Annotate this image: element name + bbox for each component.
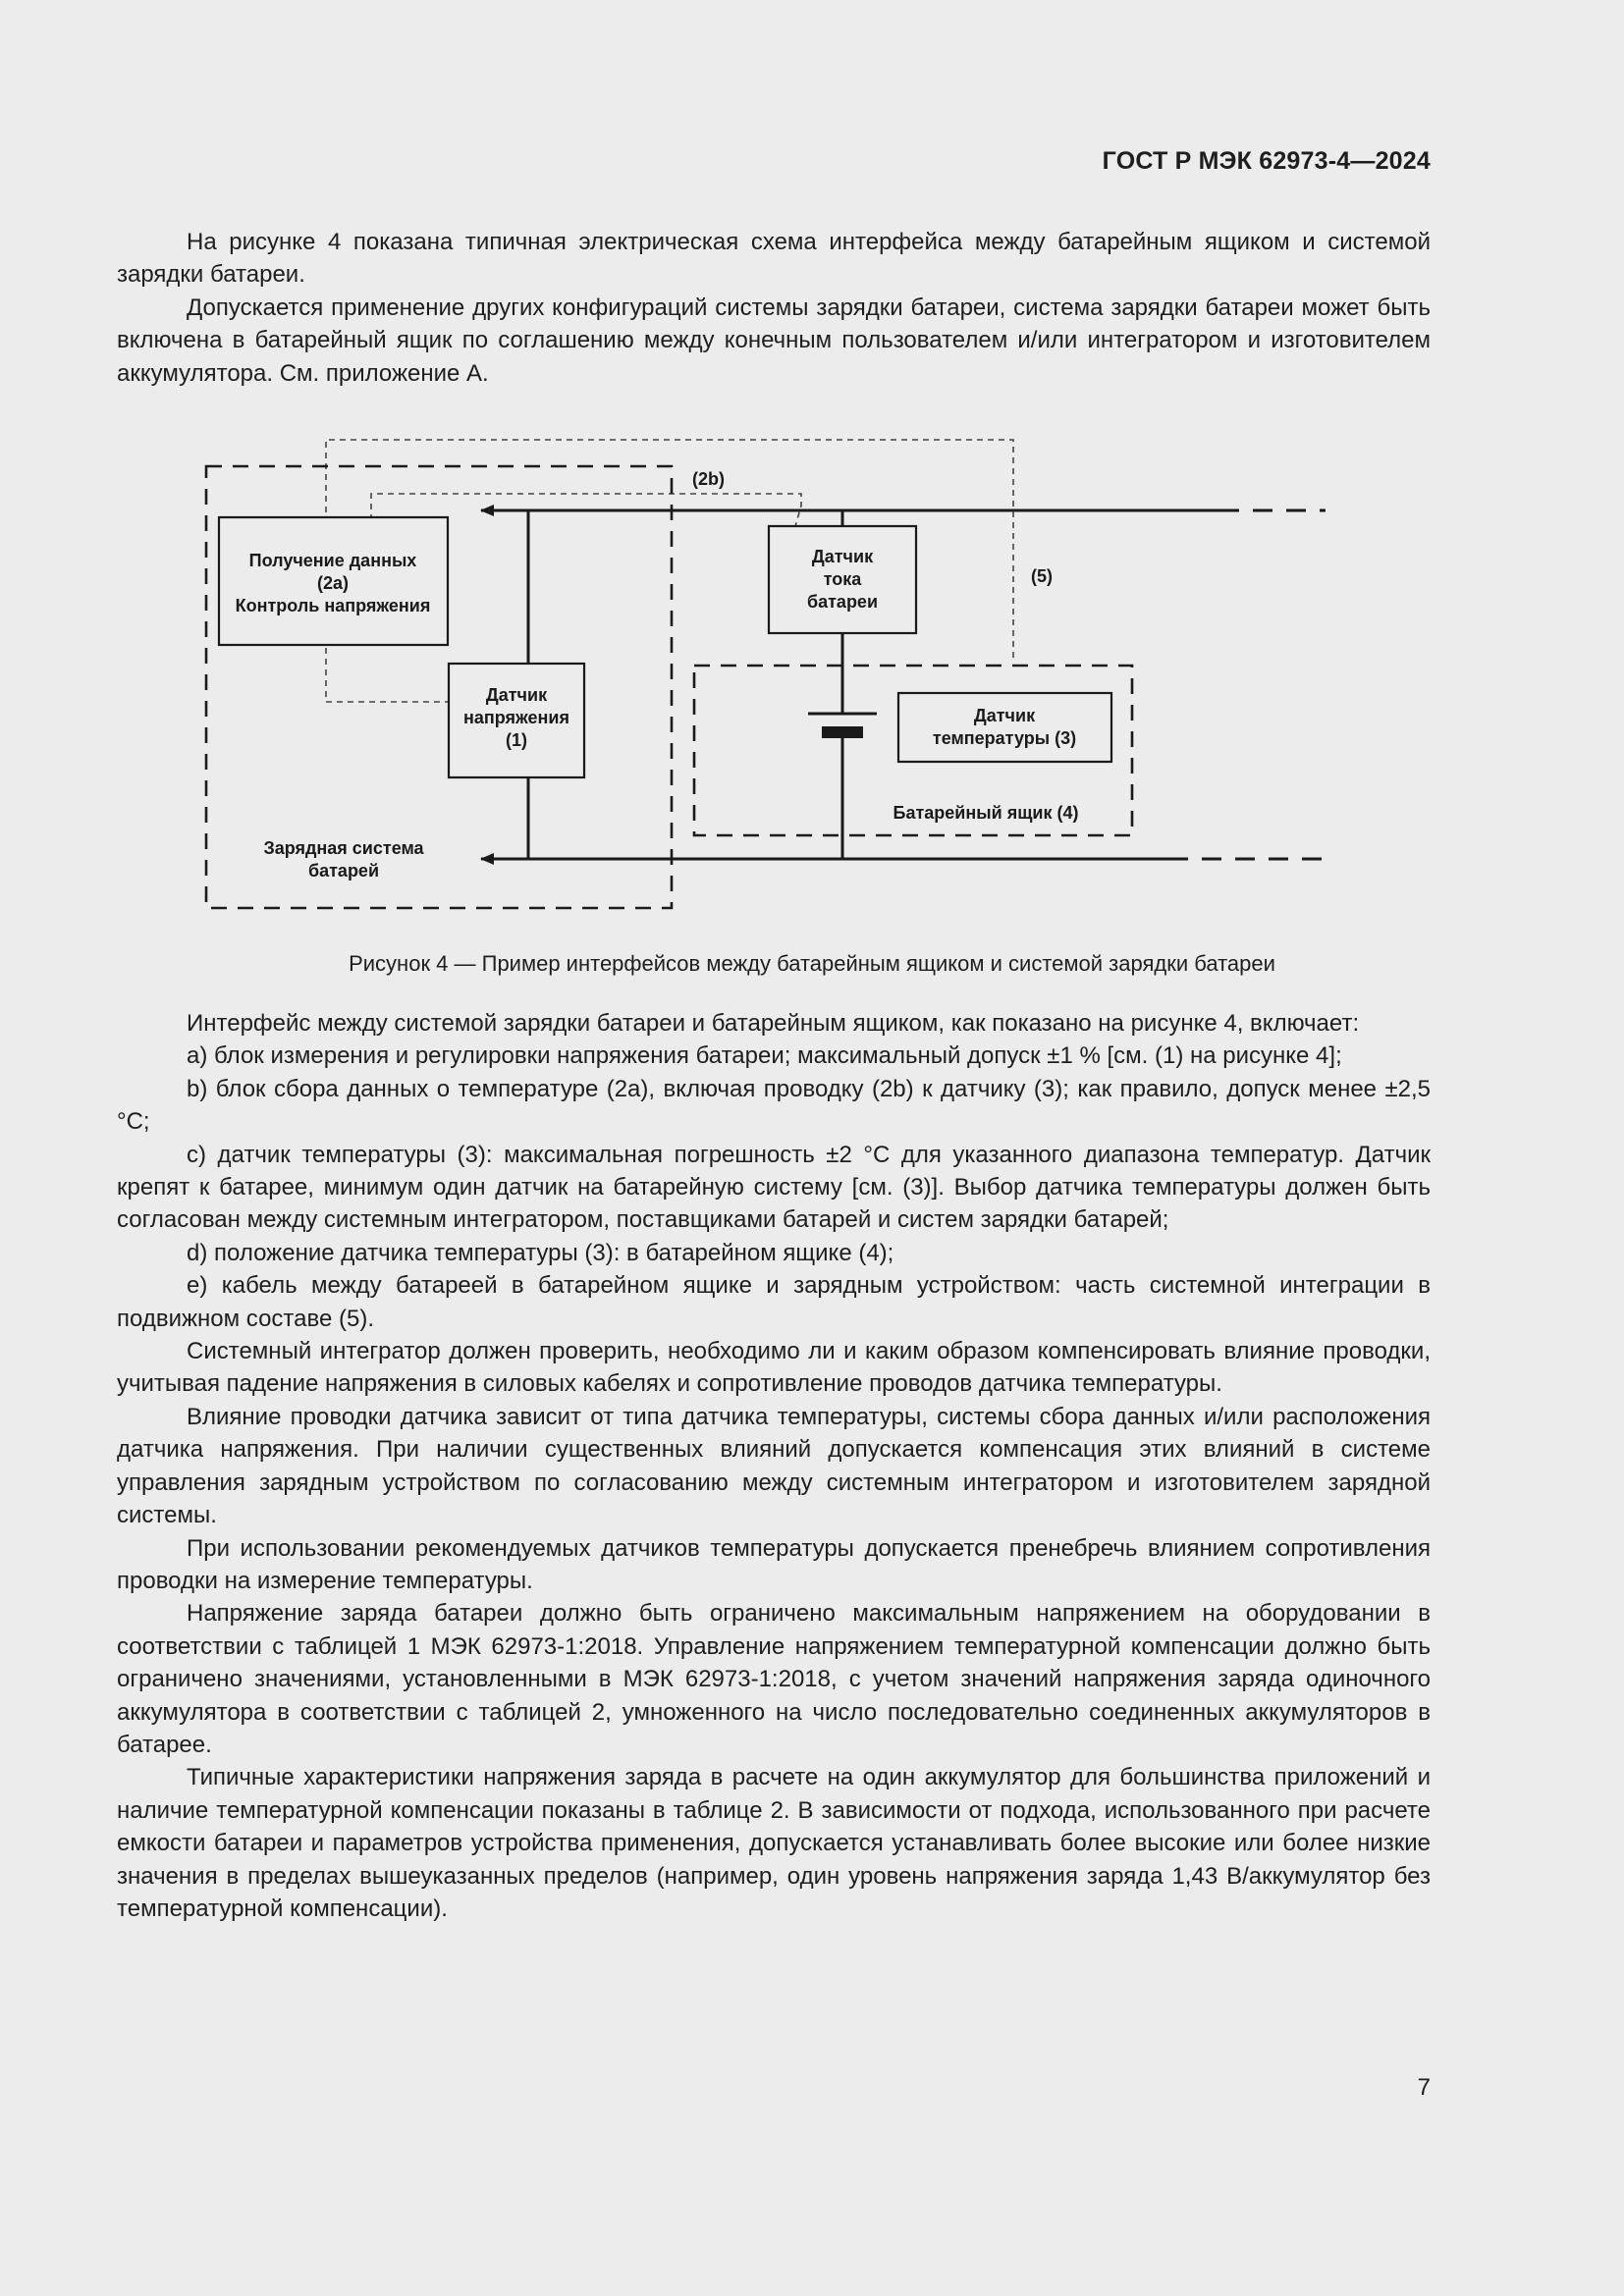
paragraph: Интерфейс между системой зарядки батареи и батарейным ящиком, как показано на рисунке 4, включает: (187, 1010, 1360, 1037)
list-item-e: e) кабель между батареей в батарейном ящике и зарядным устройством: часть системной интеграции в подвижном составе (5). (117, 1272, 1431, 1332)
wiring-2b-label: (2b) (692, 469, 725, 489)
voltage-sensor-label-2: напряжения (463, 708, 569, 727)
charger-label-1: Зарядная система (263, 838, 424, 858)
body-text (117, 1007, 1431, 1925)
paragraph: При использовании рекомендуемых датчиков температуры допускается пренебречь влиянием сопротивления проводки на измерение температуры. (117, 1534, 1431, 1594)
temperature-sensor-box (898, 693, 1111, 762)
battery-plate-negative (822, 726, 863, 738)
cable-5-label: (5) (1031, 566, 1053, 586)
current-sensor-label-2: тока (823, 569, 862, 589)
current-sensor-label-3: батареи (806, 592, 879, 612)
data-acq-label-3: Контроль напряжения (235, 596, 431, 615)
figure-4-diagram (187, 422, 1345, 933)
data-acq-label-1: Получение данных (248, 551, 417, 570)
list-item-b: b) блок сбора данных о температуре (2a), включая проводку (2b) к датчику (3); как правило, допуск менее ±2,5 °C; (117, 1075, 1431, 1136)
paragraph: На рисунке 4 показана типичная электрическая схема интерфейса между батарейным ящиком и системой зарядки батареи. (117, 229, 1431, 289)
current-sensor-label-1: Датчик (811, 547, 874, 566)
figure-caption: Рисунок 4 — Пример интерфейсов между батарейным ящиком и системой зарядки батареи (349, 951, 1275, 976)
paragraph: Типичные характеристики напряжения заряда в расчете на один аккумулятор для большинства приложений и наличие температурной компенсации показаны в таблице 2. В зависимости от подхода, использованного при расчете емкости батареи и параметров устройства применения, допускается устанавливать более высокие или более низкие значения в пределах вышеуказанных пределов (например, один уровень напряжения заряда 1,43 В/аккумулятор без температурной компенсации). (117, 1764, 1431, 1922)
intro-text (117, 226, 1431, 390)
charger-label-2: батарей (307, 861, 380, 881)
data-acq-label-2: (2a) (316, 573, 350, 593)
list-item-c: c) датчик температуры (3): максимальная погрешность ±2 °C для указанного диапазона температур. Датчик крепят к батарее, минимум один датчик на батарейную систему [см. (3)]. Выбор датчика температуры должен быть согласован между системным интегратором, поставщиками батарей и систем зарядки батарей; (117, 1141, 1431, 1234)
document-header: ГОСТ Р МЭК 62973-4—2024 (1102, 147, 1431, 175)
paragraph: Напряжение заряда батареи должно быть ограничено максимальным напряжением на оборудовании в соответствии с таблицей 1 МЭК 62973-1:2018. Управление напряжением температурной компенсации должно быть ограничено значениями, установленными в МЭК 62973-1:2018, с учетом значений напряжения заряда одиночного аккумулятора в соответствии с таблицей 2, умноженного на число последовательно соединенных аккумуляторов в батарее. (117, 1600, 1431, 1758)
list-item-d: d) положение датчика температуры (3): в батарейном ящике (4); (187, 1239, 894, 1266)
page-number: 7 (1417, 2074, 1431, 2101)
interface-schematic (187, 422, 1345, 933)
voltage-sensor-label-3: (1) (506, 730, 527, 750)
voltage-link (326, 648, 450, 702)
list-item-a: a) блок измерения и регулировки напряжения батареи; максимальный допуск ±1 % [см. (1) на рисунке 4]; (187, 1042, 1342, 1070)
battery-box-label: Батарейный ящик (4) (893, 803, 1079, 823)
voltage-sensor-label-1: Датчик (485, 685, 548, 705)
paragraph: Влияние проводки датчика зависит от типа датчика температуры, системы сбора данных и/или расположения датчика напряжения. При наличии существенных влияний допускается компенсация этих влияний в системе управления зарядным устройством по согласованию между системным интегратором и изготовителем зарядной системы. (117, 1403, 1431, 1529)
paragraph: Системный интегратор должен проверить, необходимо ли и каким образом компенсировать влияние проводки, учитывая падение напряжения в силовых кабелях и сопротивление проводов датчика температуры. (117, 1338, 1431, 1398)
temp-sensor-label-2: температуры (3) (932, 728, 1077, 748)
temp-sensor-label-1: Датчик (973, 706, 1036, 725)
paragraph: Допускается применение других конфигураций системы зарядки батареи, система зарядки батареи может быть включена в батарейный ящик по соглашению между конечным пользователем и/или интегратором и изготовителем аккумулятора. См. приложение А. (117, 294, 1431, 387)
